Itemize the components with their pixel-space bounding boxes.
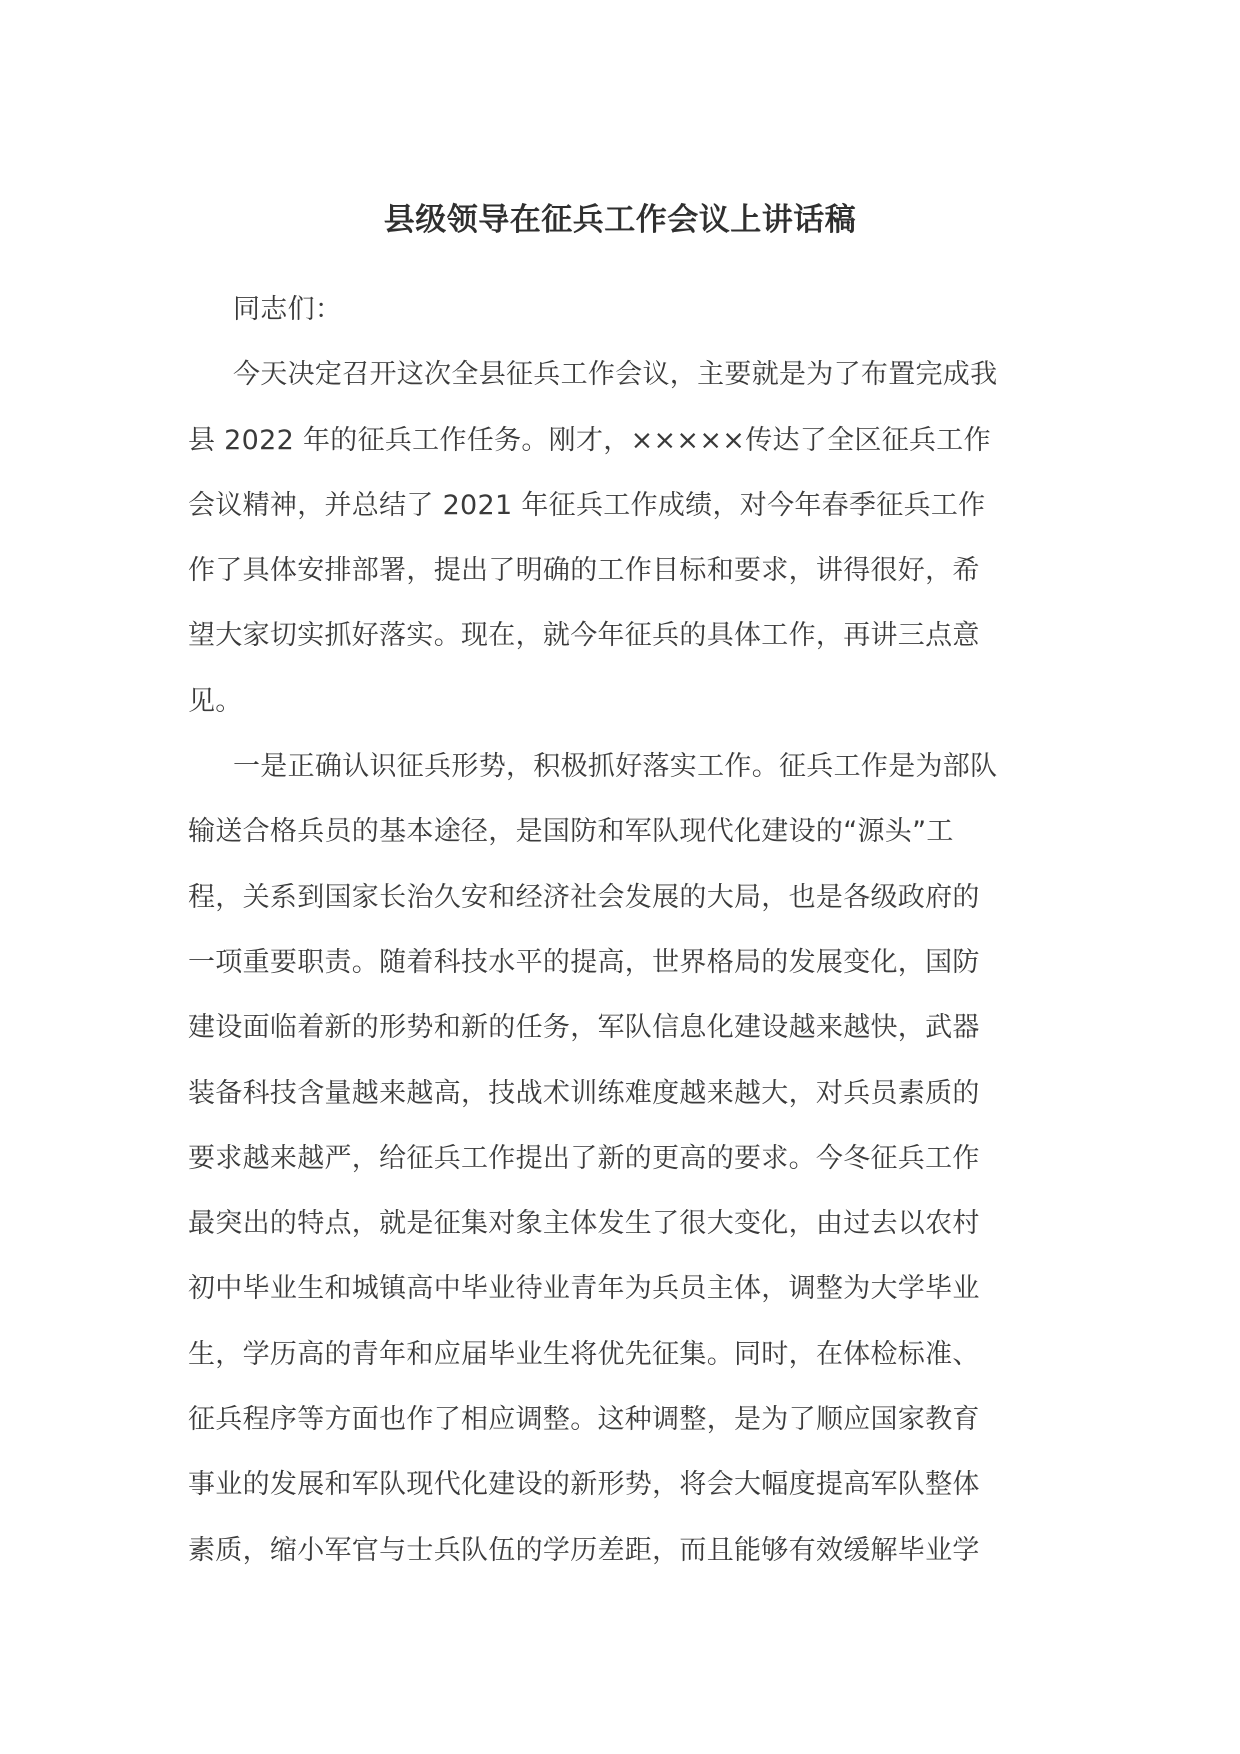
- body-line: 同志们：: [233, 294, 343, 325]
- document-body: [188, 277, 1068, 1583]
- body-line: 装备科技含量越来越高，技战术训练难度越来越大，对兵员素质的: [188, 1077, 980, 1109]
- body-line: 会议精神，并总结了 2021 年征兵工作成绩，对今年春季征兵工作: [188, 489, 986, 521]
- body-line: 事业的发展和军队现代化建设的新形势，将会大幅度提高军队整体: [188, 1469, 980, 1501]
- body-line: 素质，缩小军官与士兵队伍的学历差距，而且能够有效缓解毕业学: [188, 1534, 980, 1566]
- body-line: 生，学历高的青年和应届毕业生将优先征集。同时，在体检标准、: [188, 1338, 980, 1370]
- body-line: 程，关系到国家长治久安和经济社会发展的大局，也是各级政府的: [188, 881, 980, 913]
- body-line: 作了具体安排部署，提出了明确的工作目标和要求，讲得很好，希: [188, 555, 980, 587]
- body-line: 见。: [188, 685, 243, 717]
- body-line: 要求越来越严，给征兵工作提出了新的更高的要求。今冬征兵工作: [188, 1142, 980, 1174]
- document-title: 县级领导在征兵工作会议上讲话稿: [383, 202, 857, 238]
- body-line: 望大家切实抓好落实。现在，就今年征兵的具体工作，再讲三点意: [188, 620, 980, 652]
- body-line: 县 2022 年的征兵工作任务。刚才，×××××传达了全区征兵工作: [188, 424, 991, 456]
- body-line: 最突出的特点，就是征集对象主体发生了很大变化，由过去以农村: [188, 1208, 980, 1240]
- body-line: 一是正确认识征兵形势，积极抓好落实工作。征兵工作是为部队: [233, 751, 998, 783]
- body-line: 征兵程序等方面也作了相应调整。这种调整，是为了顺应国家教育: [188, 1404, 980, 1436]
- body-line: 建设面临着新的形势和新的任务，军队信息化建设越来越快，武器: [188, 1012, 980, 1044]
- body-line: 初中毕业生和城镇高中毕业待业青年为兵员主体，调整为大学毕业: [188, 1273, 980, 1305]
- body-line: 输送合格兵员的基本途径，是国防和军队现代化建设的“源头”工: [188, 816, 954, 848]
- body-line: 今天决定召开这次全县征兵工作会议，主要就是为了布置完成我: [233, 359, 998, 391]
- body-line: 一项重要职责。随着科技水平的提高，世界格局的发展变化，国防: [188, 946, 980, 978]
